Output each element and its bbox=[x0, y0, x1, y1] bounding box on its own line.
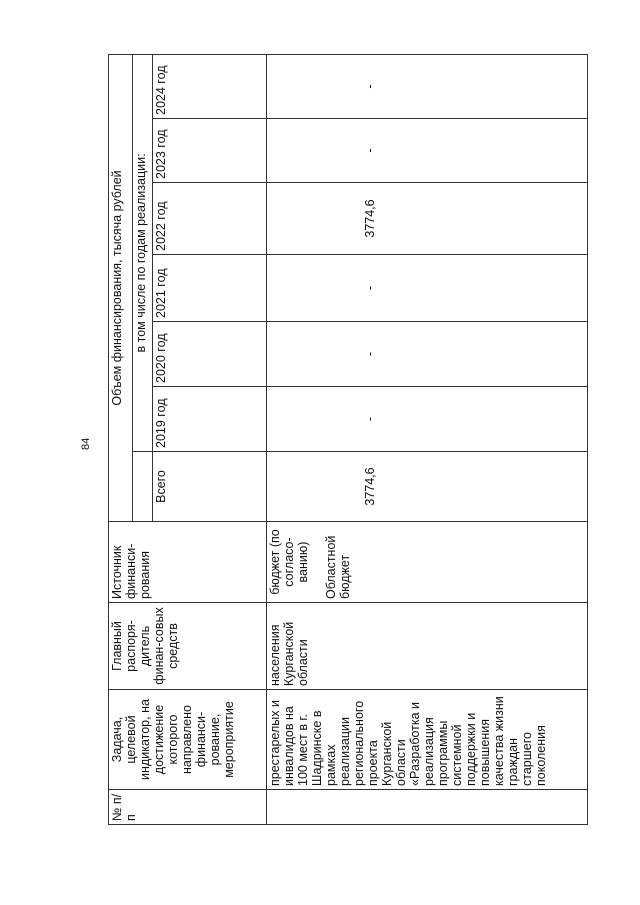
cell-year: 3774,6 bbox=[267, 183, 588, 255]
cell-manager: населения Курганской области bbox=[267, 603, 588, 690]
cell-year: - bbox=[267, 322, 588, 387]
cell-year: - bbox=[267, 119, 588, 183]
page-number: 84 bbox=[80, 437, 92, 450]
source-line-1: бюджет (по согласо-ванию) bbox=[268, 529, 310, 595]
header-manager: Главный распоря-дитель финан-совых средств bbox=[109, 603, 267, 690]
cell-total: 3774,6 bbox=[267, 452, 588, 522]
rotated-table-container bbox=[108, 55, 588, 825]
cell-year: - bbox=[267, 387, 588, 452]
source-line-2: Областной бюджет bbox=[324, 535, 352, 599]
header-num: № п/п bbox=[109, 790, 267, 825]
header-year: 2024 год bbox=[153, 54, 267, 118]
header-by-years: в том числе по годам реализации: bbox=[133, 54, 153, 451]
header-year: 2021 год bbox=[153, 255, 267, 322]
financing-table bbox=[108, 54, 588, 825]
header-year: 2019 год bbox=[153, 387, 267, 452]
header-task: Задача, целевой индикатор, на достижение которого направлено финанси-рование, мероприятие bbox=[109, 690, 267, 790]
header-year: 2020 год bbox=[153, 322, 267, 387]
header-volume: Объем финансирования, тысяча рублей bbox=[109, 54, 133, 521]
cell-year: - bbox=[267, 255, 588, 322]
header-total-spacer bbox=[133, 452, 153, 522]
table-row bbox=[267, 54, 588, 824]
header-year: 2023 год bbox=[153, 119, 267, 183]
cell-source bbox=[267, 522, 588, 603]
header-source: Источник финанси-рования bbox=[109, 522, 267, 603]
cell-year: - bbox=[267, 54, 588, 118]
header-total: Всего bbox=[153, 452, 267, 522]
cell-num bbox=[267, 790, 588, 825]
header-year: 2022 год bbox=[153, 183, 267, 255]
cell-task: престарелых и инвалидов на 100 мест в г. Шадринске в рамках реализации регионального проекта Курганской области «Разработка и реализация программы системной поддержки и повышения качества жизни граждан старшего поколения bbox=[267, 690, 588, 790]
